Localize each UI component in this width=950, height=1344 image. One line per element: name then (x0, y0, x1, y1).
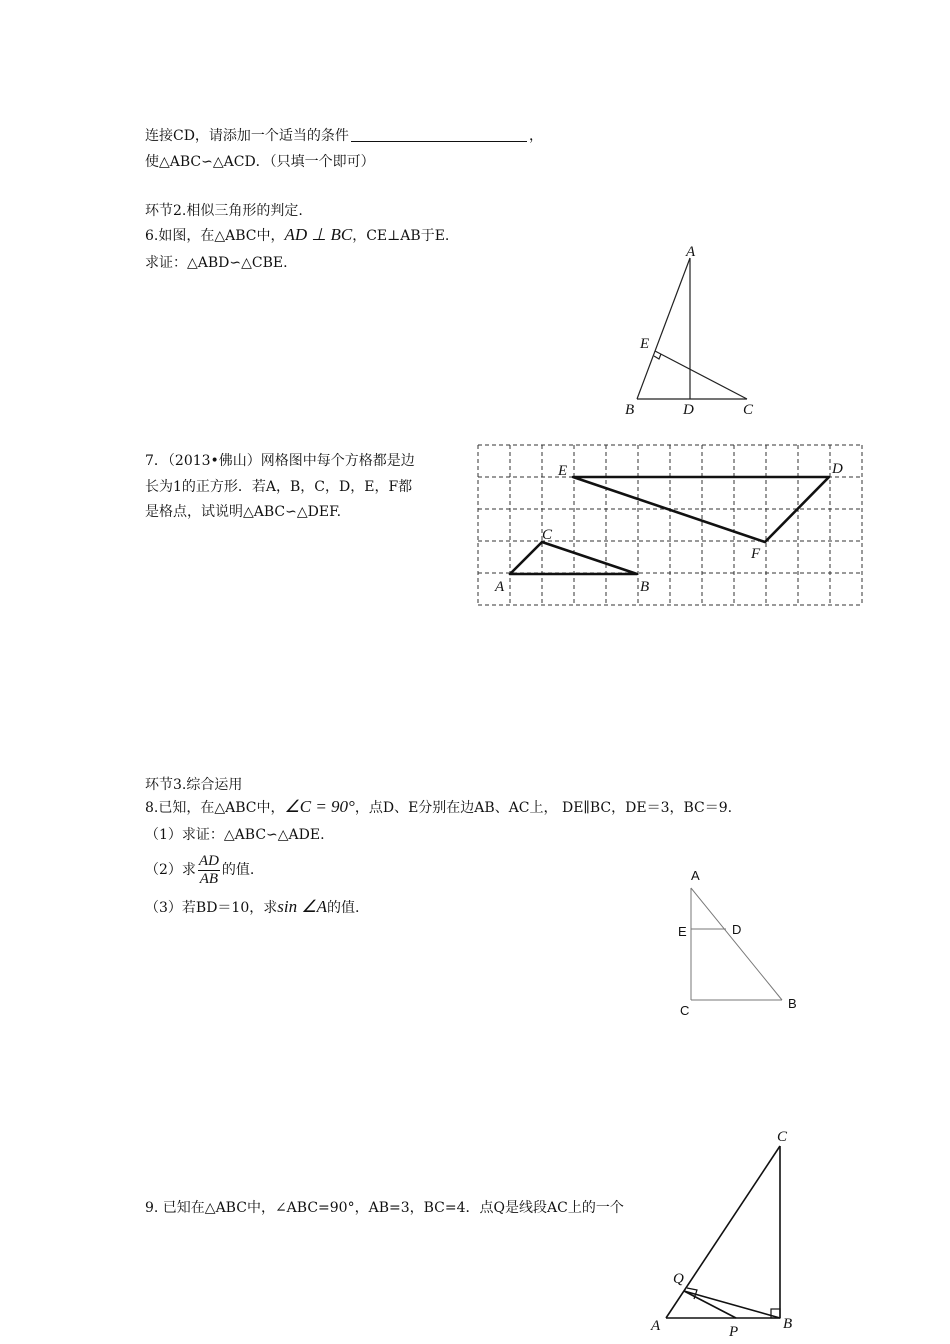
fig9-label-q: Q (673, 1271, 684, 1287)
q8-math: ∠C = 90° (284, 797, 355, 816)
fig9-label-a: A (651, 1318, 661, 1334)
fig9-label-b: B (783, 1316, 793, 1332)
answer-blank[interactable] (351, 127, 527, 142)
q5-comma: ， (528, 128, 543, 144)
fig6-label-c: C (743, 402, 754, 418)
fraction-numerator: AD (198, 852, 219, 869)
fig6-label-e: E (640, 336, 650, 352)
q8-suffix: ，点D、E分别在边AB、AC上， DE∥BC，DE＝3，BC＝9. (354, 800, 733, 816)
q6-suffix: ，CE⊥AB于E. (352, 228, 450, 244)
q8-p2-suffix: 的值. (221, 862, 255, 878)
fig6-label-b: B (625, 402, 635, 418)
q7-line1: 7．（2013•佛山）网格图中每个方格都是边 (145, 453, 415, 469)
q6-statement (145, 226, 449, 245)
q8-statement (145, 798, 732, 817)
q9-statement: 9. 已知在△ABC中，∠ABC=90°，AB=3，BC=4．点Q是线段AC上的一个 (145, 1200, 624, 1216)
fraction-ad-ab (198, 853, 220, 888)
section2-heading: 环节2.相似三角形的判定. (145, 203, 303, 219)
fig6-label-d: D (683, 402, 694, 418)
q5-condition-line (145, 127, 543, 145)
q8-part1: （1）求证：△ABC∽△ADE. (145, 827, 325, 843)
fig8-label-e: E (678, 924, 687, 939)
fig7-label-a: A (495, 579, 505, 595)
fig7-label-d: D (832, 461, 843, 477)
q8-p3-suffix: 的值. (326, 900, 360, 916)
q6-prove: 求证：△ABD∽△CBE. (145, 255, 288, 271)
q8-p3-prefix: （3）若BD＝10，求 (145, 900, 278, 916)
fig7-label-e: E (558, 463, 568, 479)
q5-text: 连接CD，请添加一个适当的条件 (145, 128, 349, 144)
q8-p3-math: sin ∠A (277, 897, 327, 916)
q6-prefix: 6.如图，在△ABC中， (145, 228, 285, 244)
fig6-label-a: A (686, 244, 696, 260)
fig8-label-a: A (691, 868, 700, 883)
q8-prefix: 8.已知，在△ABC中， (145, 800, 285, 816)
q7-line3: 是格点，试说明△ABC∽△DEF. (145, 504, 342, 520)
fig9-label-c: C (777, 1129, 788, 1145)
fraction-denominator: AB (199, 870, 219, 887)
fig7-label-f: F (751, 546, 761, 562)
fig7-label-b: B (640, 579, 650, 595)
q8-p2-prefix: （2）求 (145, 862, 196, 878)
fig8-label-d: D (732, 922, 742, 937)
q8-part2 (145, 852, 254, 888)
q5-instruction: 使△ABC∽△ACD．（只填一个即可） (145, 154, 375, 170)
fig8-label-b: B (788, 996, 797, 1011)
fig8-label-c: C (680, 1003, 690, 1018)
q7-line2: 长为1的正方形．若A，B，C，D，E，F都 (145, 479, 413, 495)
section3-heading: 环节3.综合运用 (145, 777, 243, 793)
q8-part3 (145, 898, 359, 917)
q6-math: AD ⊥ BC (284, 225, 353, 244)
fig7-label-c: C (542, 527, 553, 543)
fig9-label-p: P (729, 1324, 739, 1340)
